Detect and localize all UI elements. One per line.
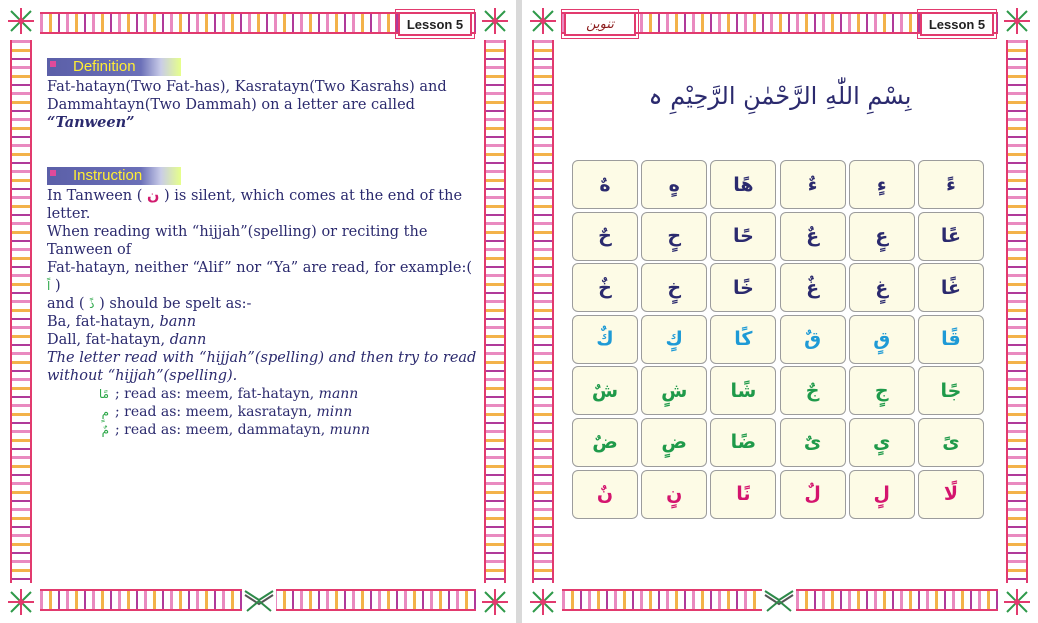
- letter-cell: غًا: [918, 263, 984, 312]
- letter-cell: قٌ: [780, 315, 846, 364]
- noon-glyph: ن: [147, 188, 160, 204]
- read-example-row: مٌ ; read as: meem, dammatayn, munn: [101, 422, 370, 438]
- letter-cell: حًا: [710, 212, 776, 261]
- corner-ornament-icon: [480, 6, 510, 36]
- corner-ornament-icon: [6, 587, 36, 617]
- letter-cell: هٍ: [641, 160, 707, 209]
- letter-cell: غٌ: [780, 263, 846, 312]
- letter-cell: ضٍ: [641, 418, 707, 467]
- tanween-term: “Tanween”: [47, 114, 135, 131]
- letter-cell: لًا: [918, 470, 984, 519]
- letter-cell: ضٌ: [572, 418, 638, 467]
- definition-text: Fat-hatayn(Two Fat-has), Kasratayn(Two Kasrahs) and Dammahtayn(Two Dammah) on a letter are called “Tanween”: [47, 79, 447, 131]
- corner-ornament-icon: [6, 6, 36, 36]
- read-example-row: مٍ ; read as: meem, kasratayn, minn: [101, 404, 353, 420]
- definition-heading: Definition: [47, 58, 181, 76]
- letter-cell: ءً: [918, 160, 984, 209]
- letter-cell: لٌ: [780, 470, 846, 519]
- letter-cell: شًا: [710, 366, 776, 415]
- letter-cell: شٍ: [641, 366, 707, 415]
- letter-cell: خٌ: [572, 263, 638, 312]
- corner-ornament-icon: [1002, 587, 1032, 617]
- letter-cell: ءٍ: [849, 160, 915, 209]
- letter-cell: عًا: [918, 212, 984, 261]
- letter-cell: جٍ: [849, 366, 915, 415]
- basmala-heading: بِسْمِ اللّٰهِ الرَّحْمٰنِ الرَّحِیْمِ ہ: [648, 82, 912, 110]
- letter-cell: كًا: [710, 315, 776, 364]
- letter-cell: عٌ: [780, 212, 846, 261]
- tanween-letter-grid: [572, 160, 984, 519]
- corner-ornament-icon: [528, 587, 558, 617]
- letter-cell: ضًا: [710, 418, 776, 467]
- ornamental-border-right: [484, 40, 506, 583]
- quran-stand-icon: [762, 587, 796, 613]
- letter-cell: جًا: [918, 366, 984, 415]
- letter-cell: كٌ: [572, 315, 638, 364]
- letter-cell: حٌ: [572, 212, 638, 261]
- quran-stand-icon: [242, 587, 276, 613]
- heading-bullet-icon: [50, 61, 56, 67]
- letter-cell: قٍ: [849, 315, 915, 364]
- lesson-content: [47, 58, 479, 439]
- instruction-heading: Instruction: [47, 167, 181, 185]
- corner-ornament-icon: [1002, 6, 1032, 36]
- letter-cell: یً: [918, 418, 984, 467]
- lesson-badge: Lesson 5: [398, 12, 472, 36]
- ornamental-border-right: [1006, 40, 1028, 583]
- letter-cell: هًا: [710, 160, 776, 209]
- letter-cell: عٍ: [849, 212, 915, 261]
- letter-cell: یٍ: [849, 418, 915, 467]
- corner-ornament-icon: [528, 6, 558, 36]
- letter-cell: شٌ: [572, 366, 638, 415]
- letter-cell: خٍ: [641, 263, 707, 312]
- right-page: [522, 0, 1038, 623]
- letter-cell: نٍ: [641, 470, 707, 519]
- example-glyph: اً: [47, 279, 51, 293]
- letter-cell: جٌ: [780, 366, 846, 415]
- letter-cell: یٌ: [780, 418, 846, 467]
- letter-cell: غٍ: [849, 263, 915, 312]
- letter-cell: نًا: [710, 470, 776, 519]
- ornamental-border-left: [532, 40, 554, 583]
- letter-cell: خًا: [710, 263, 776, 312]
- letter-cell: ءٌ: [780, 160, 846, 209]
- read-example-row: مًا ; read as: meem, fat-hatayn, mann: [98, 386, 359, 402]
- letter-cell: حٍ: [641, 212, 707, 261]
- ornamental-border-left: [10, 40, 32, 583]
- page-title-badge: تنوین: [564, 12, 636, 36]
- heading-bullet-icon: [50, 170, 56, 176]
- letter-cell: كٍ: [641, 315, 707, 364]
- corner-ornament-icon: [480, 587, 510, 617]
- lesson-badge: Lesson 5: [920, 12, 994, 36]
- letter-cell: نٌ: [572, 470, 638, 519]
- instruction-text: In Tanween ( ن ) is silent, which comes at the end of the letter. When reading with “hijjah”(spelling) or reciting the Tanween of Fat-hatayn, neither “Alif” nor “Ya” are read, for example:( اً ) and ( ذً ) should be spelt as:- Ba, fat-hatayn, bann Dall, fat-hatayn, dann The letter read with “hijjah”(spelling) and then try to read without “hijjah”(spelling). مًا ; read as: meem, fat-hatayn, mann مٍ ; read as: meem, kasratayn, minn مٌ ; read as: meem, dammatayn, munn: [47, 187, 479, 439]
- left-page: [0, 0, 516, 623]
- letter-cell: قًا: [918, 315, 984, 364]
- example-glyph: ذً: [89, 297, 95, 311]
- letter-cell: لٍ: [849, 470, 915, 519]
- letter-cell: هٌ: [572, 160, 638, 209]
